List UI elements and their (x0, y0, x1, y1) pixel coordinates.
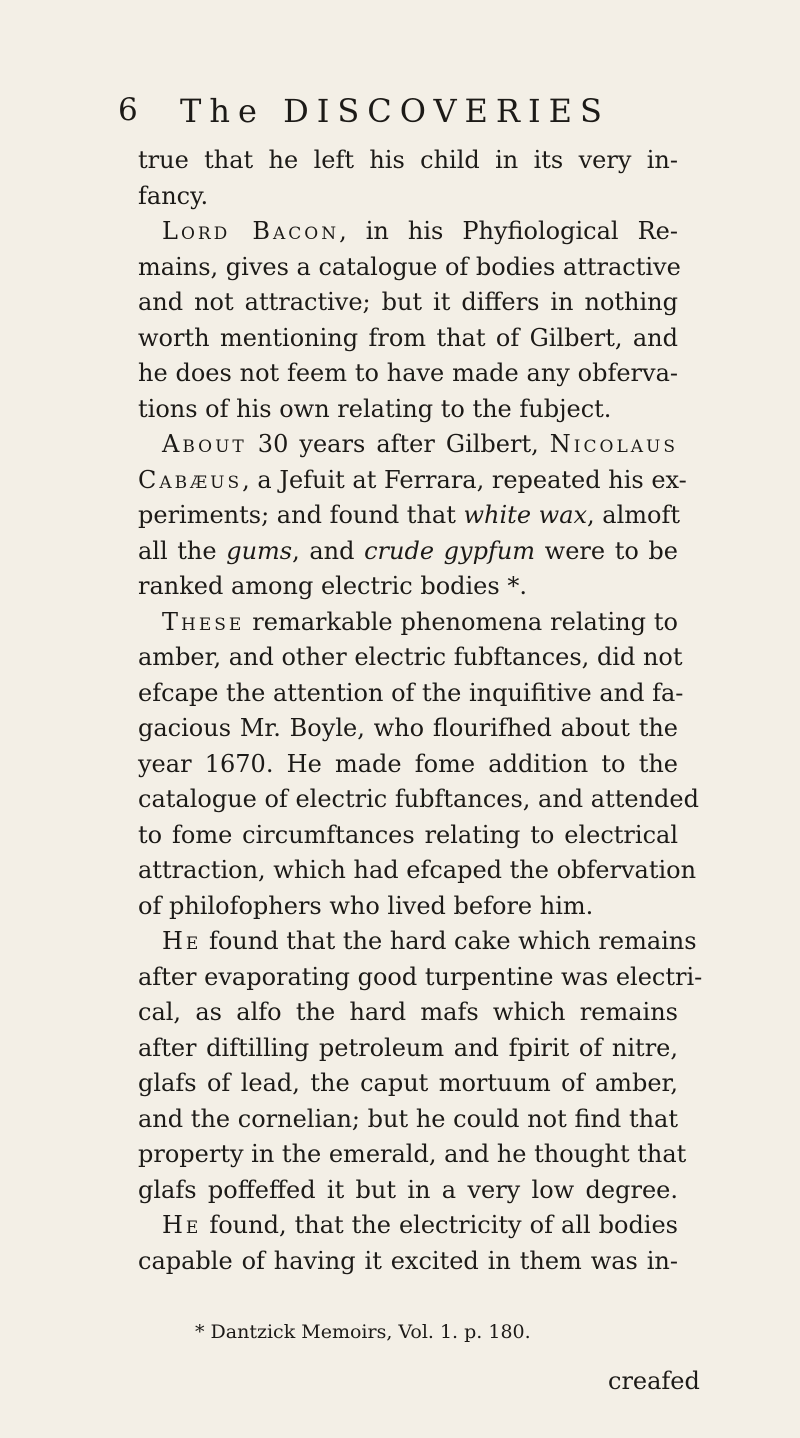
text-run: were to be (535, 536, 679, 565)
text-run: gacious Mr. Boyle, who flourifhed about the (138, 714, 678, 742)
text-run: catalogue of electric fubftances, and attended (138, 785, 699, 813)
text-run: , in his Phyfiological Re- (339, 217, 678, 245)
text-run: of philofophers who lived before him. (138, 891, 594, 920)
text-run: Nicolaus (549, 430, 678, 458)
text-line (138, 1173, 678, 1209)
running-title: The DISCOVERIES (180, 92, 610, 130)
text-line (138, 427, 678, 463)
text-line (138, 995, 678, 1031)
text-line (138, 924, 697, 960)
text-run: year 1670. He made fome addition to the (138, 749, 678, 778)
text-run: He (162, 1211, 202, 1239)
text-line (138, 569, 678, 605)
text-line (138, 782, 699, 818)
text-run: white wax (463, 501, 588, 529)
footnote: * Dantzick Memoirs, Vol. 1. p. 180. (195, 1321, 531, 1343)
text-run: remarkable phenomena relating to (244, 607, 678, 636)
text-run: to fome circumftances relating to electrical (138, 820, 678, 849)
text-run: and the cornelian; but he could not find that (138, 1104, 678, 1133)
text-line (138, 853, 697, 889)
text-line (138, 356, 678, 392)
text-run: found that the hard cake which remains (201, 927, 697, 955)
text-run: amber, and other electric fubftances, did not (138, 643, 683, 671)
page-number: 6 (118, 92, 138, 128)
text-line (138, 1031, 678, 1067)
text-run: found, that the electricity of all bodies (201, 1211, 678, 1239)
text-line (138, 498, 681, 534)
text-line (138, 214, 678, 250)
text-run: , a Jefuit at Ferrara, repeated his ex- (242, 465, 687, 494)
page-header (118, 92, 678, 140)
text-run: fancy. (138, 181, 209, 210)
text-line (138, 889, 678, 925)
text-run: he does not feem to have made any obferva- (138, 359, 678, 387)
body-text (138, 143, 703, 1279)
text-run: glafs of lead, the caput mortuum of amber, (138, 1069, 678, 1097)
text-run: 30 years after Gilbert, (246, 430, 550, 458)
text-run: efcape the attention of the inquifitive and fa- (138, 678, 684, 707)
text-run: and not attractive; but it differs in nothing (138, 288, 678, 316)
text-run: , and (292, 536, 365, 565)
text-run: These (162, 607, 245, 636)
text-run: cal, as alfo the hard mafs which remains (138, 998, 678, 1026)
text-line (138, 640, 683, 676)
text-line (138, 605, 678, 641)
text-line (138, 143, 678, 179)
text-line (138, 818, 678, 854)
text-line (138, 534, 678, 570)
text-line (138, 676, 684, 712)
text-run: Lord Bacon (162, 217, 340, 245)
text-run: , almoft (587, 501, 681, 529)
text-run: after diftilling petroleum and fpirit of nitre, (138, 1033, 678, 1062)
text-run: worth mentioning from that of Gilbert, and (138, 323, 678, 352)
catchword: creafed (608, 1367, 700, 1395)
text-line (138, 321, 678, 357)
text-line (138, 1244, 678, 1280)
text-run: property in the emerald, and he thought that (138, 1140, 687, 1168)
text-run: after evaporating good turpentine was electri- (138, 962, 703, 991)
text-run: gums (226, 536, 293, 565)
text-line (138, 1102, 678, 1138)
text-line (138, 1208, 678, 1244)
text-run: periments; and found that (138, 501, 464, 529)
text-run: attraction, which had efcaped the obfervation (138, 856, 697, 884)
text-run: capable of having it excited in them was in- (138, 1246, 678, 1275)
text-run: He (162, 927, 202, 955)
text-run: ranked among electric bodies *. (138, 572, 527, 600)
text-line (138, 1066, 678, 1102)
text-line (138, 1137, 687, 1173)
text-run: tions of his own relating to the fubject. (138, 394, 612, 423)
text-run: glafs poffeffed it but in a very low degree. (138, 1175, 678, 1204)
text-line (138, 463, 687, 499)
text-run: Cabæus (138, 465, 243, 494)
text-line (138, 747, 678, 783)
text-run: all the (138, 536, 227, 565)
text-line (138, 392, 678, 428)
text-line (138, 285, 678, 321)
text-run: true that he left his child in its very in- (138, 146, 678, 174)
text-line (138, 960, 703, 996)
text-line (138, 250, 681, 286)
text-run: About (162, 430, 247, 458)
text-run: mains, gives a catalogue of bodies attractive (138, 252, 681, 281)
text-line (138, 711, 678, 747)
text-run: crude gypfum (364, 536, 536, 565)
text-line (138, 179, 678, 215)
